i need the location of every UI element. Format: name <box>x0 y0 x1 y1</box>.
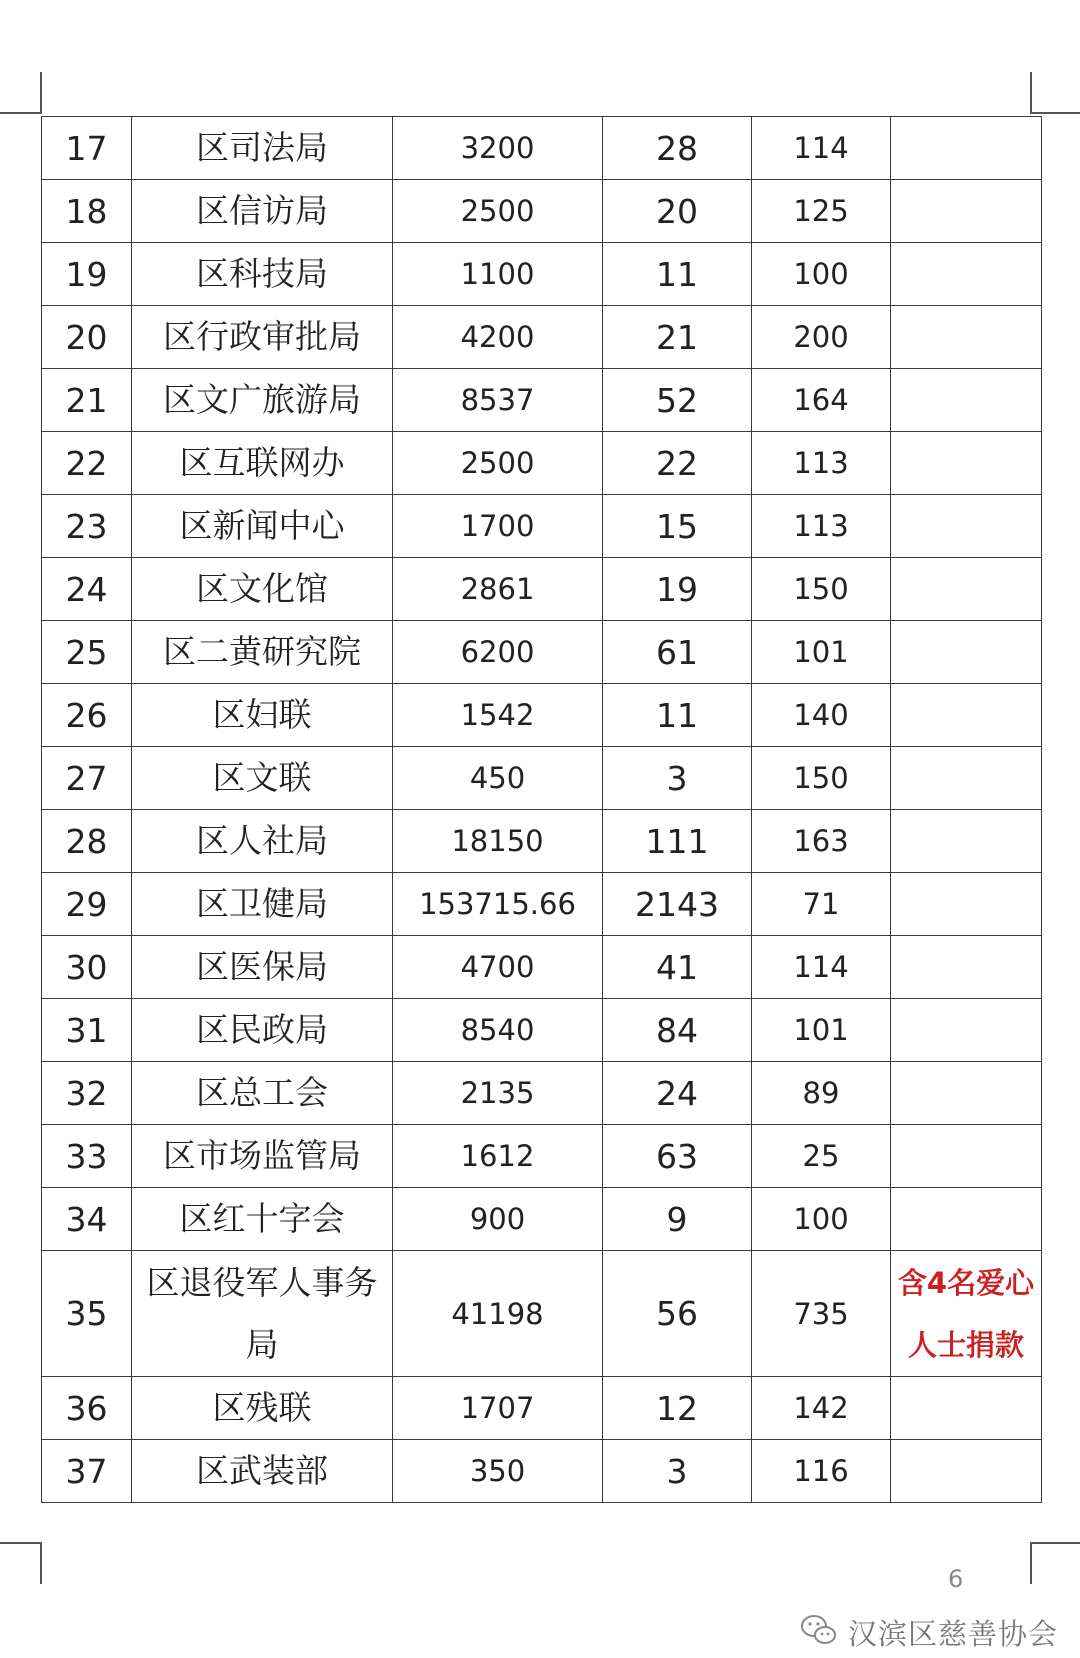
table-row <box>42 180 1042 243</box>
table-row <box>42 936 1042 999</box>
table-row <box>42 747 1042 810</box>
row-number-cell: 18 <box>42 180 132 243</box>
table-row <box>42 684 1042 747</box>
row-number-cell: 34 <box>42 1188 132 1251</box>
unit-name-cell: 区互联网办 <box>132 432 393 495</box>
donation-amount-cell: 1700 <box>393 495 603 558</box>
average-donation-cell: 101 <box>752 621 891 684</box>
table-row <box>42 810 1042 873</box>
remark-cell <box>891 810 1042 873</box>
donation-amount-cell: 4200 <box>393 306 603 369</box>
donor-count-cell: 19 <box>603 558 752 621</box>
remark-cell <box>891 936 1042 999</box>
row-number-cell: 35 <box>42 1251 132 1377</box>
average-donation-cell: 200 <box>752 306 891 369</box>
remark-cell <box>891 369 1042 432</box>
remark-cell <box>891 621 1042 684</box>
table-row <box>42 558 1042 621</box>
remark-cell: 含4名爱心人士捐款 <box>891 1251 1042 1377</box>
row-number-cell: 17 <box>42 117 132 180</box>
donor-count-cell: 111 <box>603 810 752 873</box>
average-donation-cell: 89 <box>752 1062 891 1125</box>
remark-cell <box>891 747 1042 810</box>
donation-amount-cell: 450 <box>393 747 603 810</box>
crop-mark-bottom-right-v <box>1030 1542 1032 1584</box>
wechat-icon <box>800 1613 838 1651</box>
row-number-cell: 23 <box>42 495 132 558</box>
average-donation-cell: 125 <box>752 180 891 243</box>
unit-name-cell: 区卫健局 <box>132 873 393 936</box>
average-donation-cell: 163 <box>752 810 891 873</box>
remark-cell <box>891 558 1042 621</box>
table-row <box>42 243 1042 306</box>
average-donation-cell: 164 <box>752 369 891 432</box>
remark-cell <box>891 1062 1042 1125</box>
table-row <box>42 999 1042 1062</box>
average-donation-cell: 101 <box>752 999 891 1062</box>
unit-name-cell: 区科技局 <box>132 243 393 306</box>
remark-cell <box>891 495 1042 558</box>
remark-cell <box>891 117 1042 180</box>
unit-name-cell: 区武装部 <box>132 1440 393 1503</box>
donation-amount-cell: 3200 <box>393 117 603 180</box>
unit-name-cell: 区人社局 <box>132 810 393 873</box>
table-row <box>42 1251 1042 1377</box>
watermark-text: 汉滨区慈善协会 <box>848 1616 1059 1651</box>
donation-amount-cell: 2500 <box>393 432 603 495</box>
donor-count-cell: 11 <box>603 684 752 747</box>
donor-count-cell: 20 <box>603 180 752 243</box>
unit-name-cell: 区市场监管局 <box>132 1125 393 1188</box>
remark-cell <box>891 684 1042 747</box>
unit-name-cell: 区文化馆 <box>132 558 393 621</box>
remark-cell <box>891 1125 1042 1188</box>
row-number-cell: 24 <box>42 558 132 621</box>
donor-count-cell: 3 <box>603 1440 752 1503</box>
row-number-cell: 26 <box>42 684 132 747</box>
donation-amount-cell: 4700 <box>393 936 603 999</box>
crop-mark-top-left-v <box>40 72 42 112</box>
donation-amount-cell: 8537 <box>393 369 603 432</box>
table-row <box>42 1125 1042 1188</box>
table-row <box>42 1377 1042 1440</box>
table-row <box>42 369 1042 432</box>
donation-amount-cell: 1542 <box>393 684 603 747</box>
row-number-cell: 32 <box>42 1062 132 1125</box>
donor-count-cell: 9 <box>603 1188 752 1251</box>
donor-count-cell: 22 <box>603 432 752 495</box>
remark-cell <box>891 1377 1042 1440</box>
donor-count-cell: 56 <box>603 1251 752 1377</box>
unit-name-cell: 区文广旅游局 <box>132 369 393 432</box>
remark-cell <box>891 306 1042 369</box>
row-number-cell: 33 <box>42 1125 132 1188</box>
unit-name-cell: 区信访局 <box>132 180 393 243</box>
donation-table <box>41 116 1042 1503</box>
donor-count-cell: 41 <box>603 936 752 999</box>
average-donation-cell: 114 <box>752 117 891 180</box>
remark-cell <box>891 1440 1042 1503</box>
table-row <box>42 873 1042 936</box>
unit-name-cell: 区退役军人事务局 <box>132 1251 393 1377</box>
row-number-cell: 25 <box>42 621 132 684</box>
donor-count-cell: 2143 <box>603 873 752 936</box>
table-row <box>42 495 1042 558</box>
donor-count-cell: 15 <box>603 495 752 558</box>
average-donation-cell: 113 <box>752 432 891 495</box>
unit-name-cell: 区妇联 <box>132 684 393 747</box>
remark-cell <box>891 1188 1042 1251</box>
watermark <box>800 1612 1058 1652</box>
average-donation-cell: 25 <box>752 1125 891 1188</box>
table-row <box>42 1188 1042 1251</box>
crop-mark-bottom-right-h <box>1030 1542 1080 1544</box>
average-donation-cell: 113 <box>752 495 891 558</box>
crop-mark-bottom-left-v <box>40 1542 42 1584</box>
donation-amount-cell: 1612 <box>393 1125 603 1188</box>
average-donation-cell: 100 <box>752 243 891 306</box>
remark-cell <box>891 243 1042 306</box>
crop-mark-top-right-h <box>1030 112 1080 114</box>
row-number-cell: 21 <box>42 369 132 432</box>
row-number-cell: 29 <box>42 873 132 936</box>
unit-name-cell: 区残联 <box>132 1377 393 1440</box>
donor-count-cell: 63 <box>603 1125 752 1188</box>
donation-amount-cell: 6200 <box>393 621 603 684</box>
unit-name-cell: 区新闻中心 <box>132 495 393 558</box>
table-row <box>42 1440 1042 1503</box>
row-number-cell: 22 <box>42 432 132 495</box>
average-donation-cell: 116 <box>752 1440 891 1503</box>
unit-name-cell: 区司法局 <box>132 117 393 180</box>
row-number-cell: 28 <box>42 810 132 873</box>
table-row <box>42 621 1042 684</box>
donor-count-cell: 84 <box>603 999 752 1062</box>
average-donation-cell: 150 <box>752 747 891 810</box>
table-row <box>42 306 1042 369</box>
table-row <box>42 117 1042 180</box>
row-number-cell: 27 <box>42 747 132 810</box>
remark-cell <box>891 873 1042 936</box>
average-donation-cell: 735 <box>752 1251 891 1377</box>
row-number-cell: 31 <box>42 999 132 1062</box>
donation-table-body <box>42 117 1042 1503</box>
crop-mark-top-left-h <box>0 112 42 114</box>
row-number-cell: 19 <box>42 243 132 306</box>
crop-mark-top-right-v <box>1030 72 1032 112</box>
page-number: 6 <box>948 1565 964 1593</box>
unit-name-cell: 区红十字会 <box>132 1188 393 1251</box>
donor-count-cell: 21 <box>603 306 752 369</box>
donor-count-cell: 11 <box>603 243 752 306</box>
average-donation-cell: 140 <box>752 684 891 747</box>
row-number-cell: 37 <box>42 1440 132 1503</box>
donor-count-cell: 24 <box>603 1062 752 1125</box>
row-number-cell: 20 <box>42 306 132 369</box>
donor-count-cell: 12 <box>603 1377 752 1440</box>
remark-cell <box>891 999 1042 1062</box>
donation-amount-cell: 2500 <box>393 180 603 243</box>
unit-name-cell: 区二黄研究院 <box>132 621 393 684</box>
crop-mark-bottom-left-h <box>0 1542 42 1544</box>
donation-amount-cell: 2861 <box>393 558 603 621</box>
unit-name-cell: 区医保局 <box>132 936 393 999</box>
table-row <box>42 432 1042 495</box>
average-donation-cell: 142 <box>752 1377 891 1440</box>
average-donation-cell: 100 <box>752 1188 891 1251</box>
donor-count-cell: 3 <box>603 747 752 810</box>
donation-amount-cell: 18150 <box>393 810 603 873</box>
row-number-cell: 30 <box>42 936 132 999</box>
row-number-cell: 36 <box>42 1377 132 1440</box>
average-donation-cell: 114 <box>752 936 891 999</box>
donation-amount-cell: 1100 <box>393 243 603 306</box>
unit-name-cell: 区文联 <box>132 747 393 810</box>
donor-count-cell: 61 <box>603 621 752 684</box>
remark-cell <box>891 432 1042 495</box>
donor-count-cell: 28 <box>603 117 752 180</box>
donation-amount-cell: 153715.66 <box>393 873 603 936</box>
donation-amount-cell: 350 <box>393 1440 603 1503</box>
donation-amount-cell: 41198 <box>393 1251 603 1377</box>
donor-count-cell: 52 <box>603 369 752 432</box>
unit-name-cell: 区民政局 <box>132 999 393 1062</box>
average-donation-cell: 71 <box>752 873 891 936</box>
donation-amount-cell: 1707 <box>393 1377 603 1440</box>
unit-name-cell: 区总工会 <box>132 1062 393 1125</box>
donation-amount-cell: 2135 <box>393 1062 603 1125</box>
donation-amount-cell: 900 <box>393 1188 603 1251</box>
unit-name-cell: 区行政审批局 <box>132 306 393 369</box>
remark-cell <box>891 180 1042 243</box>
table-row <box>42 1062 1042 1125</box>
average-donation-cell: 150 <box>752 558 891 621</box>
donation-amount-cell: 8540 <box>393 999 603 1062</box>
